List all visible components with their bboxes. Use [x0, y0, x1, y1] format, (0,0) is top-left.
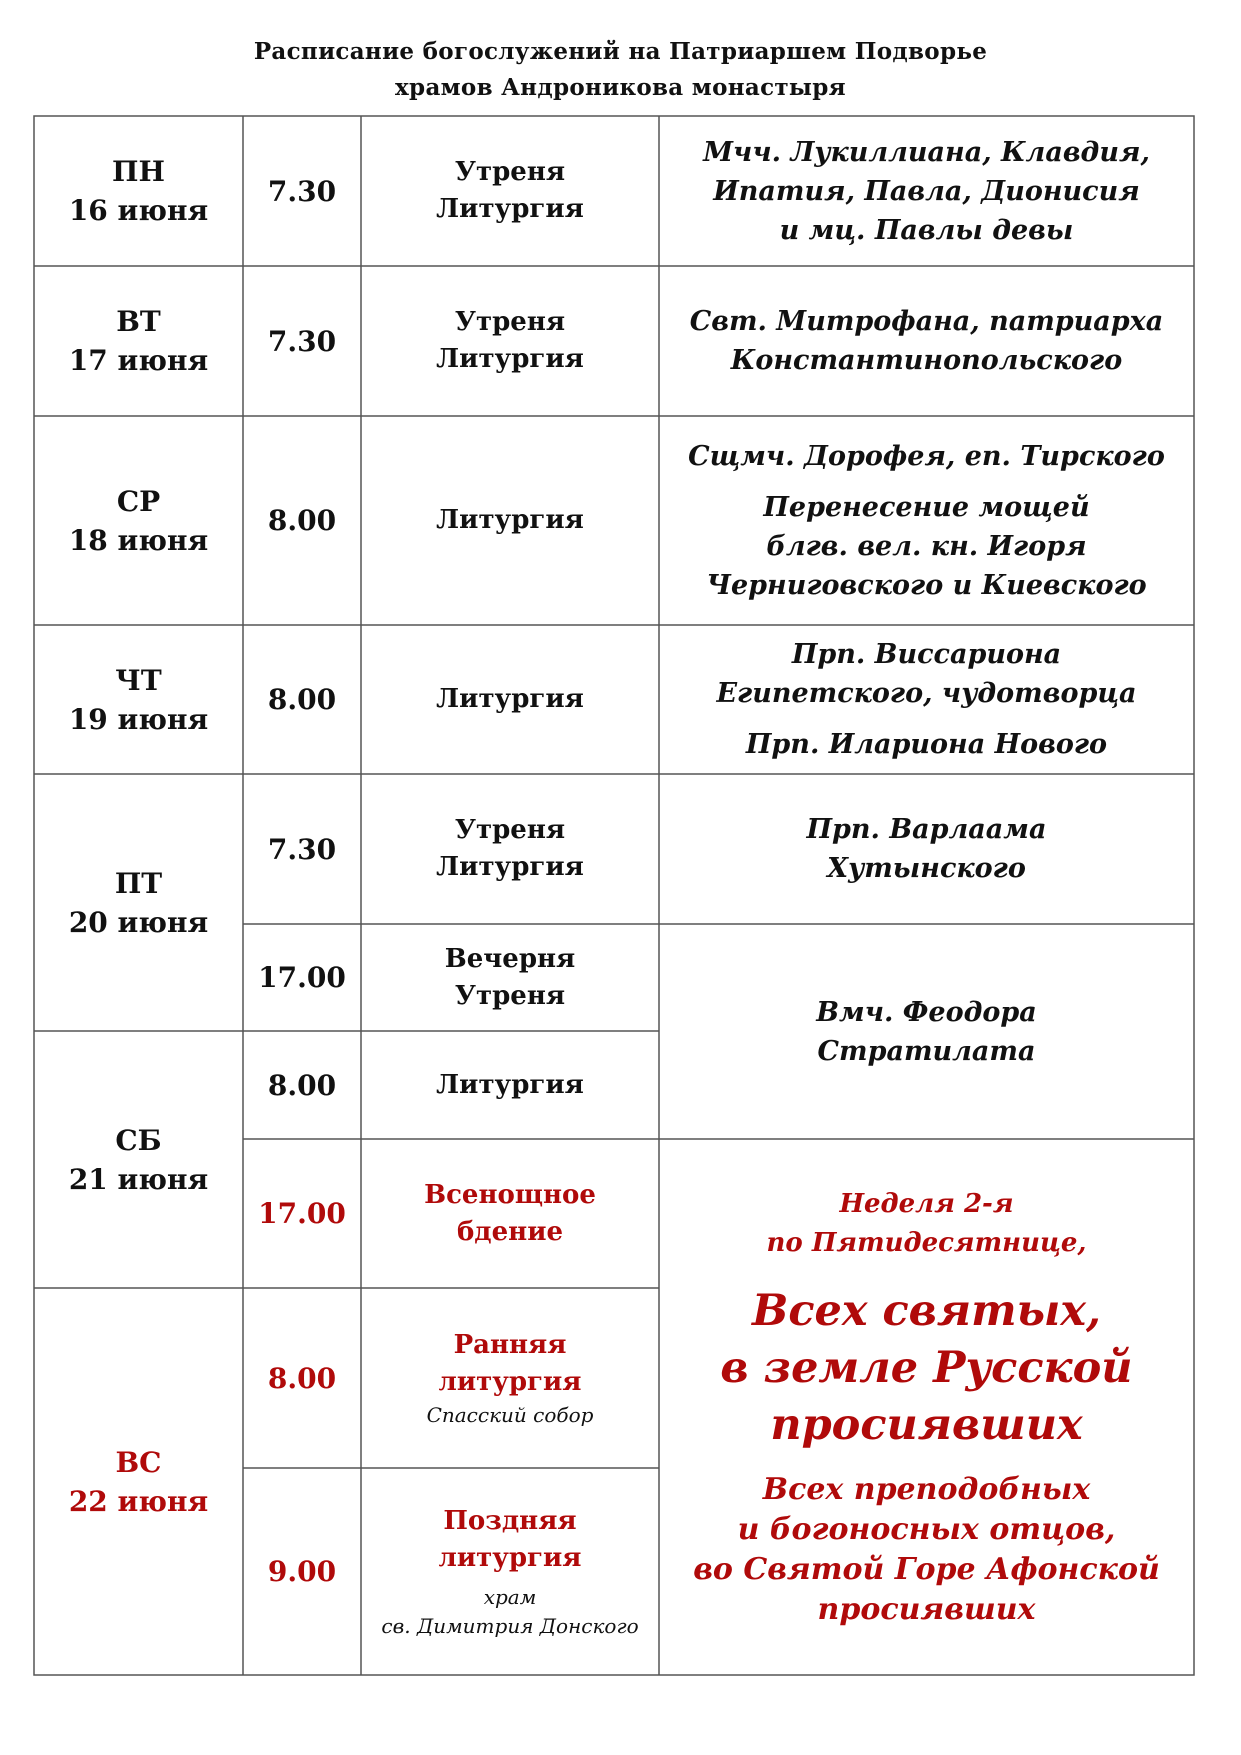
service-name: литургия — [438, 1366, 582, 1397]
service-name: Литургия — [436, 505, 584, 535]
feast-line: Перенесение мощей — [763, 491, 1090, 523]
time-cell: 7.30 — [267, 174, 337, 208]
service-name: литургия — [438, 1542, 582, 1573]
feast-line: Ипатия, Павла, Дионисия — [713, 175, 1140, 207]
service-name: Ранняя — [453, 1329, 567, 1360]
feast-line: по Пятидесятнице, — [766, 1227, 1087, 1258]
service-name: Поздняя — [443, 1505, 577, 1536]
day-date: 20 июня — [68, 905, 209, 939]
time-cell: 8.00 — [267, 1361, 337, 1395]
feast-cell — [659, 116, 1194, 266]
time-cell: 7.30 — [267, 324, 337, 358]
feast-main-line: просиявших — [770, 1399, 1083, 1450]
service-cell — [361, 1288, 659, 1468]
service-place: Спасский собор — [426, 1402, 594, 1427]
time-cell: 17.00 — [258, 1197, 346, 1230]
feast-line: Прп. Виссариона — [791, 639, 1062, 670]
feast-line: Прп. Илариона Нового — [745, 729, 1108, 760]
service-name: Утреня — [454, 815, 566, 845]
day-cell-thursday — [34, 625, 243, 774]
service-name: Вечерня — [444, 943, 576, 974]
feast-line: Прп. Варлаама — [806, 814, 1047, 845]
time-cell: 7.30 — [267, 832, 337, 866]
feast-line: Свт. Митрофана, патриарха — [689, 306, 1164, 337]
feast-line: Черниговского и Киевского — [706, 569, 1147, 601]
feast-line: во Святой Горе Афонской — [693, 1551, 1160, 1587]
feast-line: Сщмч. Дорофея, еп. Тирского — [688, 440, 1165, 472]
time-cell: 8.00 — [267, 504, 337, 537]
day-abbr: ЧТ — [115, 663, 162, 697]
day-cell-friday — [34, 774, 243, 1031]
day-abbr: СР — [116, 484, 161, 518]
feast-line: Вмч. Феодора — [816, 996, 1037, 1028]
feast-cell — [659, 924, 1194, 1139]
service-name: Литургия — [436, 1069, 584, 1100]
service-name: Утреня — [454, 157, 566, 187]
feast-line: и богоносных отцов, — [737, 1511, 1116, 1547]
service-cell — [361, 774, 659, 924]
day-abbr: ПТ — [114, 866, 163, 900]
service-cell — [361, 1031, 659, 1139]
time-cell: 8.00 — [267, 1068, 337, 1102]
feast-line: Неделя 2-я — [839, 1188, 1014, 1219]
day-cell-monday — [34, 116, 243, 266]
day-date: 18 июня — [68, 523, 209, 557]
day-cell-tuesday — [34, 266, 243, 416]
service-name: Литургия — [436, 852, 584, 882]
day-abbr: ВС — [115, 1445, 162, 1479]
feast-line: Египетского, чудотворца — [716, 678, 1137, 709]
service-name: Литургия — [436, 194, 584, 224]
service-cell — [361, 116, 659, 266]
page-subtitle: храмов Андроникова монастыря — [395, 74, 846, 101]
service-cell — [361, 1139, 659, 1288]
feast-line: Константинопольского — [730, 345, 1123, 376]
service-name: Литургия — [436, 344, 584, 374]
service-cell — [361, 924, 659, 1031]
feast-cell — [659, 266, 1194, 416]
day-date: 22 июня — [68, 1484, 209, 1518]
day-date: 17 июня — [68, 344, 209, 377]
feast-line: блгв. вел. кн. Игоря — [766, 530, 1087, 562]
feast-line: просиявших — [817, 1591, 1036, 1627]
service-place: св. Димитрия Донского — [381, 1613, 639, 1638]
feast-line: и мц. Павлы девы — [779, 214, 1074, 246]
service-place: храм — [483, 1584, 537, 1609]
service-cell — [361, 625, 659, 774]
feast-cell — [659, 625, 1194, 774]
feast-cell-sunday — [659, 1139, 1194, 1675]
service-name: Всенощное — [424, 1179, 596, 1210]
day-cell-saturday — [34, 1031, 243, 1288]
feast-main-line: Всех святых, — [752, 1285, 1101, 1336]
day-cell-sunday — [34, 1288, 243, 1675]
feast-line: Хутынского — [827, 853, 1026, 884]
day-abbr: ВТ — [116, 305, 161, 338]
time-cell: 9.00 — [267, 1555, 337, 1588]
time-cell: 17.00 — [258, 961, 346, 994]
day-abbr: ПН — [112, 155, 165, 188]
service-name: Литургия — [436, 684, 584, 714]
time-cell: 8.00 — [267, 683, 337, 716]
day-cell-wednesday — [34, 416, 243, 625]
feast-main-line: в земле Русской — [720, 1342, 1133, 1393]
service-cell — [361, 266, 659, 416]
day-date: 21 июня — [68, 1162, 209, 1196]
day-date: 19 июня — [68, 702, 209, 736]
feast-line: Стратилата — [817, 1035, 1036, 1067]
day-abbr: СБ — [115, 1123, 162, 1157]
day-date: 16 июня — [68, 194, 209, 227]
feast-line: Всех преподобных — [762, 1471, 1091, 1507]
feast-cell — [659, 416, 1194, 625]
service-name: Утреня — [454, 980, 566, 1011]
feast-cell — [659, 774, 1194, 924]
service-cell — [361, 1468, 659, 1675]
service-cell — [361, 416, 659, 625]
page-title: Расписание богослужений на Патриаршем Подворье — [253, 38, 988, 65]
service-name: бдение — [456, 1216, 564, 1247]
feast-line: Мчч. Лукиллиана, Клавдия, — [703, 136, 1150, 168]
service-name: Утреня — [454, 307, 566, 337]
